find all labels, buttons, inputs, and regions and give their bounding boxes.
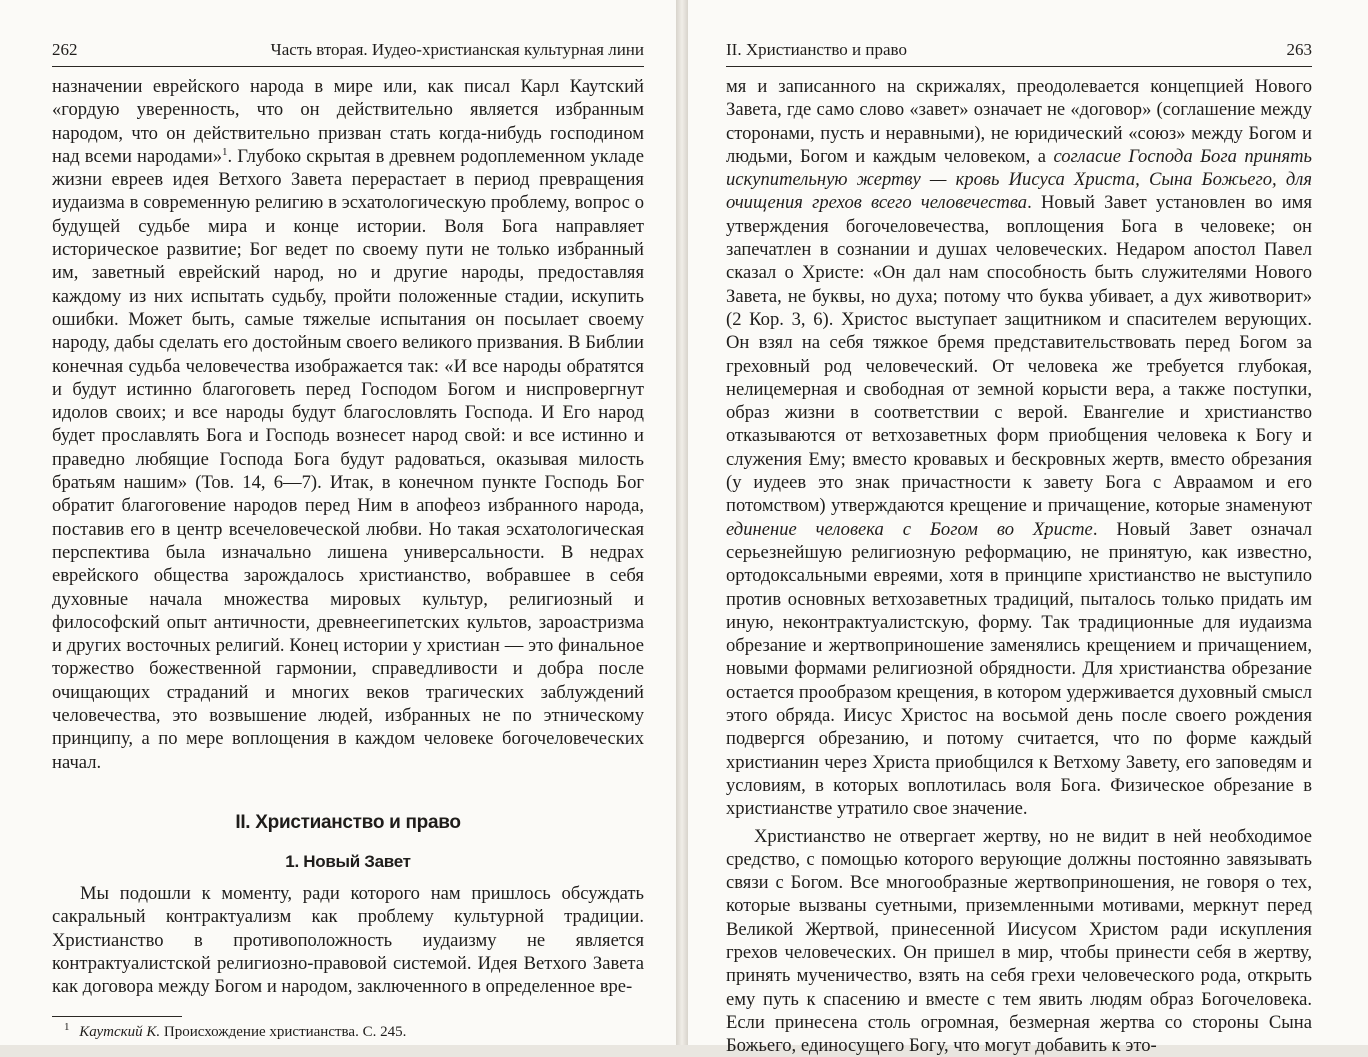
italic-emphasis: согласие Господа Бога принять искупительную жертву — кровь Иисуса Христа, Сына Божьего, для очищения грехов всего человечества <box>726 146 1312 214</box>
footnote-divider <box>52 1016 182 1017</box>
page-number: 262 <box>52 40 78 60</box>
page-number: 263 <box>1287 40 1313 60</box>
running-head-title: II. Христианство и право <box>726 40 907 60</box>
footnote-author: Каутский К. <box>79 1024 160 1040</box>
paragraph-text: . Новый Завет означал серьезнейшую религиозную реформацию, не принятую, как известно, ортодоксальными евреями, хотя в принципе христианство не выступило против основных ветхозаветных традиций, пыталось только придать им иную, неконтрактуалистскую, форму. Так традиционные для иудаизма обрезание и жертвоприношение заменялись крещением и причащением, новыми формами религиозной обрядности. Для христианства обрезание остается прообразом крещения, в котором удерживается духовный смысл этого обряда. Иисус Христос на восьмой день после своего рождения подвергся обрезанию, и потому считается, что по форме каждый христианин через Христа приобщился к Ветхому Завету, его заповедям и условиям, в которых воплотилась воля Бога. Физическое обрезание в христианстве утратило свое значение. <box>726 519 1312 820</box>
paragraph-text: назначении еврейского народа в мире или, как писал Карл Каутский «гордую уверенность, что он действительно является избранным народом, что он действительно призван стать когда-нибудь господином над всеми народами» <box>52 76 644 167</box>
body-text <box>52 75 644 1042</box>
footnote-reference: 1 <box>222 146 228 158</box>
paragraph-text: . Новый Завет установлен во имя утверждения богочеловечества, воплощения Бога в человеке; он запечатлен в сознании и душах человеческих. Недаром апостол Павел сказал о Христе: «Он дал нам способность быть служителями Нового Завета, не буквы, но духа; потому что буква убивает, а дух животворит» (2 Кор. 3, 6). Христос выступает защитником и спасителем верующих. Он взял на себя тяжкое бремя представительствовать перед Богом за греховный род человеческий. От человека же требуется глубокая, нелицемерная и свободная от земной корысти вера, а также поступки, образ жизни в соответствии с верой. Евангелие и христианство отказываются от ветхозаветных форм приобщения человека к Богу и служения Ему; вместо кровавых и бескровных жертв, вместо обрезания (у иудеев это знак причастности к завету Бога с Авраамом и его потомством) утверждаются крещение и причащение, которые знаменуют <box>726 192 1312 516</box>
book-gutter <box>676 0 688 1045</box>
body-text <box>726 75 1312 1057</box>
footnote-number: 1 <box>64 1021 70 1033</box>
subsection-heading: 1. Новый Завет <box>52 852 644 872</box>
italic-emphasis: единение человека с Богом во Христе <box>726 519 1093 540</box>
paragraph-text: мя и записанного на скрижалях, преодолевается концепцией Нового Завета, где само слово «завет» означает не «договор» (соглашение между сторонами, пусть и неравными), не юридический «союз» между Богом и людьми, Богом и каждым человеком, а <box>726 76 1312 167</box>
paragraph: Христианство не отвергает жертву, но не видит в ней необходимое средство, с помощью которого верующие должны постоянно завязывать связи с Богом. Все многообразные жертвоприношения, не говоря о тех, которые вызваны суетными, приземленными мотивами, меркнут перед Великой Жертвой, принесенной Иисусом Христом ради искупления грехов человеческих. Он пришел в мир, чтобы принести себя в жертву, принять мученичество, взять на себя грехи человеческого рода, открыть ему путь к спасению и вместе с тем явить людям образ Богочеловека. Если принесена столь огромная, безмерная жертва со стороны Сына Божьего, единосущего Богу, что могут добавить к это- <box>726 825 1312 1057</box>
footnote-text: Происхождение христианства. С. 245. <box>160 1024 406 1040</box>
paragraph <box>52 75 644 774</box>
footnote <box>52 1023 644 1042</box>
left-page <box>0 0 676 1045</box>
running-head-title: Часть вторая. Иудео-христианская культурная лини <box>271 40 644 60</box>
paragraph: Мы подошли к моменту, ради которого нам пришлось обсуждать сакральный контрактуализм как проблему культурной традиции. Христианство в противоположность иудаизму не является контрактуалистской религиозно-правовой системой. Идея Ветхого Завета как договора между Богом и народом, заключенного в определенное вре- <box>52 882 644 998</box>
paragraph-text: . Глубоко скрытая в древнем родоплеменном укладе жизни евреев идея Ветхого Завета перерастает в период превращения иудаизма в современную религию в эсхатологическую проблему, вопрос о будущей судьбе мира и конце истории. Воля Бога направляет историческое развитие; Бог ведет по своему пути не только избранный им, заветный еврейский народ, но и другие народы, предоставляя каждому из них испытать судьбу, пройти положенные стадии, искупить ошибки. Может быть, самые тяжелые испытания он посылает своему народу, дабы сделать его достойным своего великого призвания. В Библии конечная судьба человечества изображается так: «И все народы обратятся и будут истинно благоговеть перед Господом Богом и ниспровергнут идолов своих; и все народы будут благословлять Господа. И Его народ будет прославлять Бога и Господь вознесет народ свой: и все истинно и праведно любящие Господа Бога будут радоваться, оказывая милость братьям нашим» (Тов. 14, 6—7). Итак, в конечном пункте Господь Бог обратит благоговение народов перед Ним в апофеоз избранного народа, поставив его в центр всечеловеческой любви. Но такая эсхатологическая перспектива была изначально лишена универсальности. В недрах еврейского общества зарождалось христианство, вобравшее в себя духовные начала множества мировых культур, религиозный и философский опыт античности, древнеегипетских культов, зароастризма и других восточных религий. Конец истории у христиан — это финальное торжество божественной гармонии, справедливости и добра после очищающих страданий и многих веков трагических заблуждений человечества, это возвышение людей, избранных не по этническому принципу, а по мере воплощения в каждом человеке богочеловеческих начал. <box>52 146 644 773</box>
right-page <box>688 0 1368 1045</box>
paragraph <box>726 75 1312 821</box>
running-head <box>726 40 1312 67</box>
running-head <box>52 40 644 67</box>
section-heading: II. Христианство и право <box>52 812 644 834</box>
